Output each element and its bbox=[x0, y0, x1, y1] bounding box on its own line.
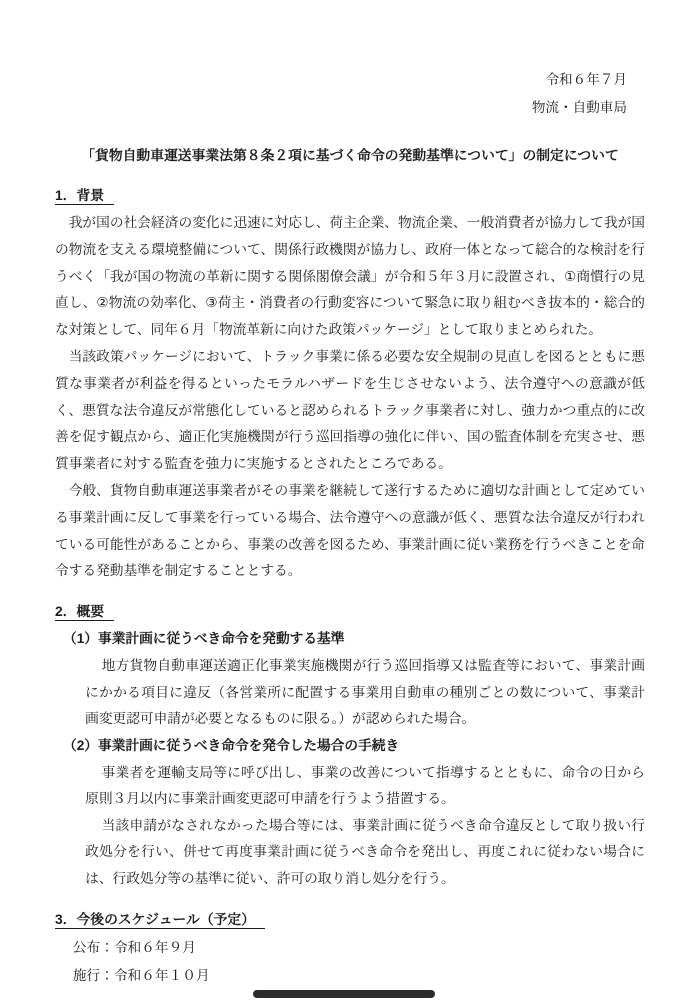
overview-item-1-paragraph-1: 地方貨物自動車運送適正化事業実施機関が行う巡回指導又は監査等において、事業計画にかかる項目に違反（各営業所に配置する事業用自動車の種別ごとの数について、事業計画変更認可申請が必要となるものに限る。）が認められた場合。 bbox=[85, 657, 645, 727]
section-background bbox=[55, 182, 645, 585]
overview-item-1-title bbox=[63, 626, 645, 653]
overview-item-2 bbox=[55, 733, 645, 893]
section-schedule-heading-text: 3．今後のスケジュール（予定） bbox=[55, 912, 265, 929]
section-background-heading-text: 1．背景 bbox=[55, 188, 114, 205]
section-overview-heading-text: 2．概要 bbox=[55, 604, 114, 621]
overview-item-2-paragraph-2: 当該申請がなされなかった場合等には、事業計画に従うべき命令違反として取り扱い行政処分を行い、併せて再度事業計画に従うべき命令を発出し、再度これに従わない場合には、行政処分等の基準に従い、許可の取り消し処分を行う。 bbox=[85, 817, 645, 886]
doc-date: 令和６年７月 bbox=[545, 72, 627, 87]
overview-item-2-paragraph-1: 事業者を運輸支局等に呼び出し、事業の改善について指導するとともに、命令の日から原則３月以内に事業計画変更認可申請を行うよう措置する。 bbox=[85, 764, 645, 807]
overview-item-2-title bbox=[63, 733, 645, 760]
overview-item-1-label: （1） bbox=[63, 631, 98, 647]
overview-item-2-title-text: 事業計画に従うべき命令を発令した場合の手続き bbox=[98, 737, 400, 753]
background-paragraph-2: 当該政策パッケージにおいて、トラック事業に係る必要な安全規制の見直しを図るとともに悪質な事業者が利益を得るといったモラルハザードを生じさせないよう、法令遵守への意識が低く、悪質な法令違反が常態化していると認められるトラック事業者に対し、強力かつ重点的に改善を促す観点から、適正化実施機関が行う巡回指導の強化に伴い、国の監査体制を充実させ、悪質事業者に対する監査を強力に実施するとされたところである。 bbox=[55, 348, 645, 472]
overview-item-1-title-text: 事業計画に従うべき命令を発動する基準 bbox=[98, 631, 345, 647]
schedule-enforcement-line: 施行：令和６年１０月 bbox=[72, 967, 210, 983]
overview-item-2-label: （2） bbox=[63, 737, 98, 753]
overview-item-1 bbox=[55, 626, 645, 733]
section-schedule-heading bbox=[55, 906, 645, 933]
doc-department: 物流・自動車局 bbox=[531, 100, 627, 115]
section-background-heading bbox=[55, 182, 645, 209]
background-paragraph-1: 我が国の社会経済の変化に迅速に対応し、荷主企業、物流企業、一般消費者が協力して我が国の物流を支える環境整備について、関係行政機関が協力し、政府一体となって総合的な検討を行うべく「我が国の物流の革新に関する関係閣僚会議」が令和５年３月に設置され、①商慣行の見直し、②物流の効率化、③荷主・消費者の行動変容について緊急に取り組むべき抜本的・総合的な対策として、同年６月「物流革新に向けた政策パッケージ」として取りまとめられた。 bbox=[55, 215, 645, 338]
doc-title: 「貨物自動車運送事業法第８条２項に基づく命令の発動基準について」の制定について bbox=[81, 148, 619, 163]
section-overview-heading bbox=[55, 598, 645, 625]
background-paragraph-3: 今般、貨物自動車運送事業者がその事業を継続して遂行するために適切な計画として定めている事業計画に反して事業を行っている場合、法令遵守への意識が低く、悪質な法令違反が行われている可能性があることから、事業の改善を図るため、事業計画に従い業務を行うべきことを命令する発動基準を制定することとする。 bbox=[55, 482, 645, 579]
home-indicator-bar[interactable] bbox=[253, 990, 435, 998]
section-overview bbox=[55, 598, 645, 892]
document-header bbox=[55, 66, 645, 122]
schedule-publication-line: 公布：令和６年９月 bbox=[72, 939, 196, 955]
section-schedule bbox=[55, 906, 645, 990]
